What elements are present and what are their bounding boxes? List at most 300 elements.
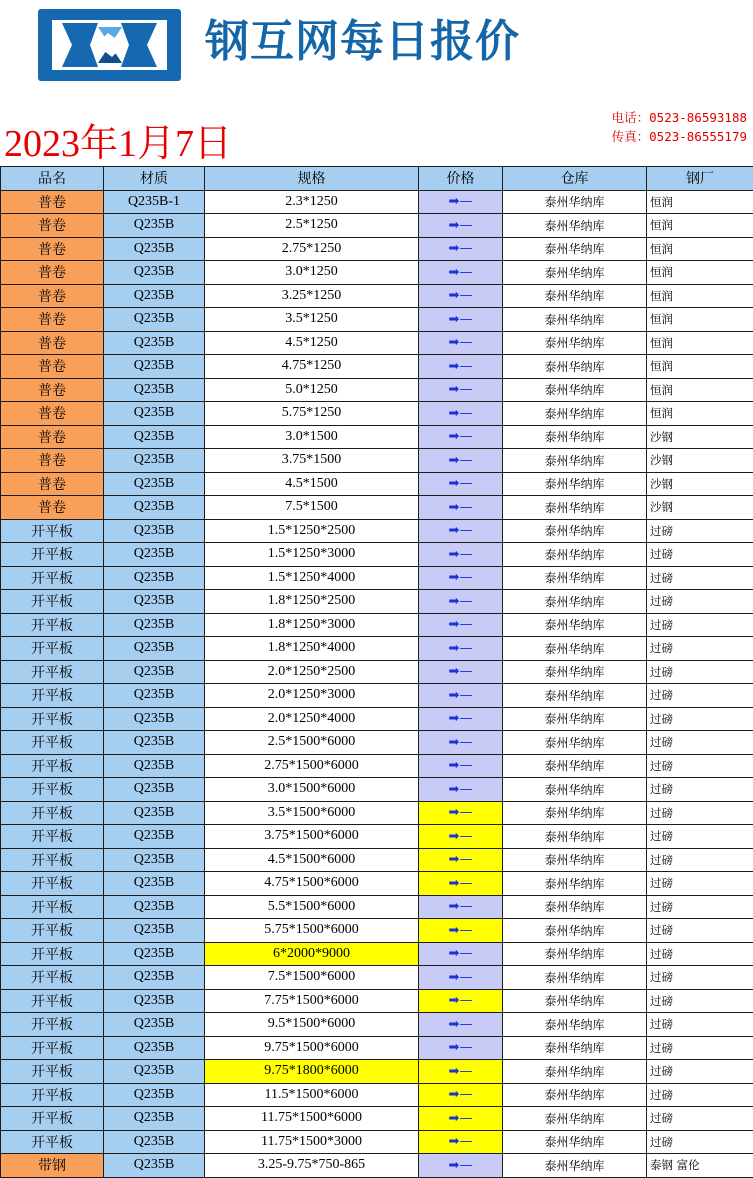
cell-spec: 9.75*1500*6000 [205, 1036, 419, 1060]
cell-price: ➡— [419, 472, 503, 496]
cell-name: 普卷 [1, 308, 104, 332]
cell-mill: 过磅 [647, 590, 753, 614]
cell-price: ➡— [419, 754, 503, 778]
cell-material: Q235B [104, 449, 205, 473]
table-row [1, 919, 753, 943]
cell-spec: 4.5*1500 [205, 472, 419, 496]
cell-mill: 过磅 [647, 825, 753, 849]
cell-price: ➡— [419, 519, 503, 543]
cell-warehouse: 泰州华纳库 [503, 1036, 647, 1060]
cell-warehouse: 泰州华纳库 [503, 825, 647, 849]
cell-mill: 恒润 [647, 261, 753, 285]
cell-spec: 7.5*1500*6000 [205, 966, 419, 990]
cell-spec: 3.25*1250 [205, 284, 419, 308]
table-row [1, 214, 753, 238]
cell-material: Q235B [104, 1107, 205, 1131]
cell-mill: 恒润 [647, 190, 753, 214]
cell-material: Q235B [104, 872, 205, 896]
cell-price: ➡— [419, 848, 503, 872]
table-row [1, 660, 753, 684]
cell-warehouse: 泰州华纳库 [503, 355, 647, 379]
cell-mill: 恒润 [647, 355, 753, 379]
cell-warehouse: 泰州华纳库 [503, 566, 647, 590]
cell-material: Q235B [104, 496, 205, 520]
cell-spec: 7.5*1500 [205, 496, 419, 520]
cell-mill: 恒润 [647, 214, 753, 238]
report-date: 2023年1月7日 [4, 123, 233, 165]
cell-mill: 恒润 [647, 284, 753, 308]
cell-name: 开平板 [1, 1013, 104, 1037]
price-table [0, 166, 753, 1178]
cell-price: ➡— [419, 449, 503, 473]
cell-spec: 3.5*1250 [205, 308, 419, 332]
cell-price: ➡— [419, 989, 503, 1013]
table-row [1, 1036, 753, 1060]
cell-warehouse: 泰州华纳库 [503, 1154, 647, 1178]
cell-mill: 过磅 [647, 895, 753, 919]
table-body [1, 190, 753, 1177]
cell-warehouse: 泰州华纳库 [503, 613, 647, 637]
table-row [1, 308, 753, 332]
cell-material: Q235B [104, 1154, 205, 1178]
cell-price: ➡— [419, 308, 503, 332]
cell-warehouse: 泰州华纳库 [503, 637, 647, 661]
table-row [1, 731, 753, 755]
table-row [1, 261, 753, 285]
table-row [1, 425, 753, 449]
cell-name: 开平板 [1, 848, 104, 872]
cell-material: Q235B [104, 378, 205, 402]
cell-material: Q235B [104, 778, 205, 802]
cell-warehouse: 泰州华纳库 [503, 237, 647, 261]
cell-name: 开平板 [1, 613, 104, 637]
cell-material: Q235B [104, 684, 205, 708]
cell-warehouse: 泰州华纳库 [503, 707, 647, 731]
cell-warehouse: 泰州华纳库 [503, 1107, 647, 1131]
cell-spec: 3.25-9.75*750-865 [205, 1154, 419, 1178]
cell-material: Q235B [104, 613, 205, 637]
table-row [1, 989, 753, 1013]
cell-warehouse: 泰州华纳库 [503, 543, 647, 567]
cell-mill: 沙钢 [647, 449, 753, 473]
cell-name: 开平板 [1, 942, 104, 966]
cell-warehouse: 泰州华纳库 [503, 684, 647, 708]
cell-name: 普卷 [1, 425, 104, 449]
cell-warehouse: 泰州华纳库 [503, 1060, 647, 1084]
cell-name: 普卷 [1, 472, 104, 496]
cell-spec: 6*2000*9000 [205, 942, 419, 966]
cell-price: ➡— [419, 1083, 503, 1107]
cell-price: ➡— [419, 1107, 503, 1131]
table-row [1, 848, 753, 872]
cell-warehouse: 泰州华纳库 [503, 942, 647, 966]
cell-spec: 5.5*1500*6000 [205, 895, 419, 919]
cell-material: Q235B [104, 261, 205, 285]
cell-material: Q235B [104, 425, 205, 449]
cell-warehouse: 泰州华纳库 [503, 261, 647, 285]
cell-spec: 5.75*1500*6000 [205, 919, 419, 943]
cell-spec: 4.5*1250 [205, 331, 419, 355]
cell-name: 开平板 [1, 637, 104, 661]
cell-mill: 过磅 [647, 942, 753, 966]
table-row [1, 472, 753, 496]
cell-price: ➡— [419, 778, 503, 802]
cell-material: Q235B [104, 331, 205, 355]
cell-name: 普卷 [1, 284, 104, 308]
cell-name: 普卷 [1, 261, 104, 285]
cell-warehouse: 泰州华纳库 [503, 402, 647, 426]
cell-spec: 1.5*1250*3000 [205, 543, 419, 567]
cell-price: ➡— [419, 543, 503, 567]
cell-spec: 3.0*1500*6000 [205, 778, 419, 802]
cell-price: ➡— [419, 966, 503, 990]
cell-material: Q235B [104, 825, 205, 849]
cell-material: Q235B [104, 801, 205, 825]
cell-mill: 过磅 [647, 637, 753, 661]
cell-material: Q235B [104, 566, 205, 590]
cell-price: ➡— [419, 1036, 503, 1060]
cell-price: ➡— [419, 801, 503, 825]
cell-mill: 过磅 [647, 1060, 753, 1084]
cell-mill: 过磅 [647, 684, 753, 708]
cell-material: Q235B [104, 308, 205, 332]
cell-spec: 1.5*1250*2500 [205, 519, 419, 543]
logo-icon [38, 9, 181, 81]
cell-spec: 7.75*1500*6000 [205, 989, 419, 1013]
cell-spec: 5.75*1250 [205, 402, 419, 426]
cell-name: 普卷 [1, 496, 104, 520]
cell-price: ➡— [419, 637, 503, 661]
cell-warehouse: 泰州华纳库 [503, 754, 647, 778]
table-row [1, 1154, 753, 1178]
cell-warehouse: 泰州华纳库 [503, 284, 647, 308]
table-row [1, 519, 753, 543]
cell-name: 带钢 [1, 1154, 104, 1178]
cell-material: Q235B [104, 637, 205, 661]
cell-mill: 恒润 [647, 378, 753, 402]
cell-mill: 过磅 [647, 848, 753, 872]
cell-spec: 2.75*1500*6000 [205, 754, 419, 778]
table-row [1, 331, 753, 355]
cell-material: Q235B [104, 284, 205, 308]
cell-material: Q235B [104, 472, 205, 496]
cell-spec: 2.0*1250*4000 [205, 707, 419, 731]
cell-mill: 过磅 [647, 566, 753, 590]
cell-spec: 2.5*1500*6000 [205, 731, 419, 755]
cell-material: Q235B [104, 966, 205, 990]
cell-material: Q235B [104, 731, 205, 755]
cell-name: 开平板 [1, 684, 104, 708]
cell-spec: 3.5*1500*6000 [205, 801, 419, 825]
cell-spec: 4.5*1500*6000 [205, 848, 419, 872]
cell-material: Q235B [104, 590, 205, 614]
cell-name: 开平板 [1, 1107, 104, 1131]
table-row [1, 1083, 753, 1107]
cell-spec: 1.5*1250*4000 [205, 566, 419, 590]
table-row [1, 1060, 753, 1084]
column-header-mill: 钢厂 [647, 167, 753, 191]
table-row [1, 637, 753, 661]
cell-spec: 11.75*1500*3000 [205, 1130, 419, 1154]
cell-name: 开平板 [1, 1060, 104, 1084]
column-header-material: 材质 [104, 167, 205, 191]
cell-mill: 恒润 [647, 331, 753, 355]
table-row [1, 1107, 753, 1131]
cell-material: Q235B [104, 355, 205, 379]
cell-price: ➡— [419, 331, 503, 355]
page-title: 钢互网每日报价 [205, 16, 520, 67]
table-row [1, 402, 753, 426]
cell-price: ➡— [419, 919, 503, 943]
cell-material: Q235B [104, 989, 205, 1013]
cell-warehouse: 泰州华纳库 [503, 496, 647, 520]
cell-warehouse: 泰州华纳库 [503, 308, 647, 332]
cell-name: 开平板 [1, 754, 104, 778]
cell-spec: 3.75*1500*6000 [205, 825, 419, 849]
cell-spec: 3.75*1500 [205, 449, 419, 473]
cell-mill: 过磅 [647, 872, 753, 896]
cell-warehouse: 泰州华纳库 [503, 214, 647, 238]
table-row [1, 895, 753, 919]
cell-warehouse: 泰州华纳库 [503, 872, 647, 896]
cell-name: 普卷 [1, 331, 104, 355]
cell-mill: 过磅 [647, 966, 753, 990]
contact-info [612, 108, 747, 146]
cell-name: 开平板 [1, 825, 104, 849]
cell-material: Q235B [104, 1036, 205, 1060]
cell-mill: 过磅 [647, 1107, 753, 1131]
cell-price: ➡— [419, 707, 503, 731]
cell-mill: 过磅 [647, 1013, 753, 1037]
cell-price: ➡— [419, 590, 503, 614]
table-row [1, 355, 753, 379]
cell-material: Q235B [104, 1083, 205, 1107]
column-header-price: 价格 [419, 167, 503, 191]
cell-spec: 1.8*1250*4000 [205, 637, 419, 661]
cell-warehouse: 泰州华纳库 [503, 331, 647, 355]
table-row [1, 613, 753, 637]
cell-spec: 2.3*1250 [205, 190, 419, 214]
cell-warehouse: 泰州华纳库 [503, 190, 647, 214]
cell-material: Q235B [104, 707, 205, 731]
column-header-name: 品名 [1, 167, 104, 191]
cell-name: 开平板 [1, 731, 104, 755]
cell-warehouse: 泰州华纳库 [503, 731, 647, 755]
cell-name: 开平板 [1, 895, 104, 919]
cell-warehouse: 泰州华纳库 [503, 895, 647, 919]
cell-warehouse: 泰州华纳库 [503, 660, 647, 684]
cell-price: ➡— [419, 684, 503, 708]
cell-price: ➡— [419, 425, 503, 449]
cell-spec: 5.0*1250 [205, 378, 419, 402]
cell-material: Q235B [104, 848, 205, 872]
cell-spec: 9.75*1800*6000 [205, 1060, 419, 1084]
table-row [1, 190, 753, 214]
cell-mill: 恒润 [647, 402, 753, 426]
cell-price: ➡— [419, 1154, 503, 1178]
cell-mill: 过磅 [647, 1083, 753, 1107]
cell-name: 普卷 [1, 402, 104, 426]
cell-spec: 1.8*1250*2500 [205, 590, 419, 614]
cell-name: 开平板 [1, 872, 104, 896]
cell-name: 普卷 [1, 237, 104, 261]
cell-mill: 过磅 [647, 778, 753, 802]
table-row [1, 543, 753, 567]
cell-warehouse: 泰州华纳库 [503, 1013, 647, 1037]
cell-material: Q235B-1 [104, 190, 205, 214]
cell-spec: 4.75*1250 [205, 355, 419, 379]
cell-material: Q235B [104, 754, 205, 778]
table-row [1, 237, 753, 261]
cell-spec: 2.75*1250 [205, 237, 419, 261]
table-row [1, 754, 753, 778]
cell-name: 开平板 [1, 566, 104, 590]
table-header-row [1, 167, 753, 191]
cell-price: ➡— [419, 825, 503, 849]
table-row [1, 449, 753, 473]
cell-mill: 过磅 [647, 1036, 753, 1060]
cell-name: 开平板 [1, 919, 104, 943]
cell-price: ➡— [419, 942, 503, 966]
cell-mill: 沙钢 [647, 496, 753, 520]
cell-warehouse: 泰州华纳库 [503, 519, 647, 543]
cell-material: Q235B [104, 543, 205, 567]
cell-material: Q235B [104, 1060, 205, 1084]
cell-name: 普卷 [1, 355, 104, 379]
cell-material: Q235B [104, 519, 205, 543]
cell-mill: 过磅 [647, 731, 753, 755]
table-row [1, 284, 753, 308]
table-row [1, 778, 753, 802]
cell-name: 开平板 [1, 966, 104, 990]
cell-warehouse: 泰州华纳库 [503, 449, 647, 473]
cell-spec: 11.5*1500*6000 [205, 1083, 419, 1107]
cell-name: 普卷 [1, 449, 104, 473]
cell-material: Q235B [104, 1130, 205, 1154]
cell-warehouse: 泰州华纳库 [503, 966, 647, 990]
cell-name: 开平板 [1, 778, 104, 802]
cell-name: 普卷 [1, 214, 104, 238]
cell-warehouse: 泰州华纳库 [503, 848, 647, 872]
cell-price: ➡— [419, 237, 503, 261]
cell-warehouse: 泰州华纳库 [503, 1130, 647, 1154]
cell-mill: 过磅 [647, 919, 753, 943]
cell-mill: 过磅 [647, 660, 753, 684]
cell-spec: 2.5*1250 [205, 214, 419, 238]
cell-mill: 恒润 [647, 237, 753, 261]
column-header-warehouse: 仓库 [503, 167, 647, 191]
cell-spec: 3.0*1250 [205, 261, 419, 285]
cell-name: 开平板 [1, 1036, 104, 1060]
table-row [1, 1130, 753, 1154]
column-header-spec: 规格 [205, 167, 419, 191]
cell-mill: 过磅 [647, 801, 753, 825]
cell-price: ➡— [419, 1130, 503, 1154]
table-row [1, 966, 753, 990]
cell-name: 开平板 [1, 590, 104, 614]
cell-material: Q235B [104, 1013, 205, 1037]
cell-material: Q235B [104, 942, 205, 966]
cell-material: Q235B [104, 660, 205, 684]
cell-spec: 2.0*1250*3000 [205, 684, 419, 708]
table-row [1, 872, 753, 896]
cell-warehouse: 泰州华纳库 [503, 472, 647, 496]
cell-name: 开平板 [1, 660, 104, 684]
cell-name: 开平板 [1, 1083, 104, 1107]
table-row [1, 566, 753, 590]
cell-spec: 9.5*1500*6000 [205, 1013, 419, 1037]
table-row [1, 590, 753, 614]
cell-price: ➡— [419, 190, 503, 214]
cell-mill: 恒润 [647, 308, 753, 332]
cell-price: ➡— [419, 1013, 503, 1037]
cell-price: ➡— [419, 731, 503, 755]
cell-price: ➡— [419, 378, 503, 402]
table-row [1, 684, 753, 708]
table-row [1, 801, 753, 825]
cell-material: Q235B [104, 214, 205, 238]
cell-name: 开平板 [1, 543, 104, 567]
cell-price: ➡— [419, 660, 503, 684]
report-header [0, 0, 753, 166]
cell-price: ➡— [419, 402, 503, 426]
cell-mill: 沙钢 [647, 425, 753, 449]
cell-name: 开平板 [1, 519, 104, 543]
table-row [1, 942, 753, 966]
cell-mill: 过磅 [647, 613, 753, 637]
cell-name: 普卷 [1, 190, 104, 214]
table-row [1, 378, 753, 402]
cell-name: 开平板 [1, 707, 104, 731]
cell-warehouse: 泰州华纳库 [503, 378, 647, 402]
cell-spec: 11.75*1500*6000 [205, 1107, 419, 1131]
cell-price: ➡— [419, 1060, 503, 1084]
cell-mill: 过磅 [647, 1130, 753, 1154]
cell-price: ➡— [419, 496, 503, 520]
cell-warehouse: 泰州华纳库 [503, 919, 647, 943]
cell-spec: 1.8*1250*3000 [205, 613, 419, 637]
cell-warehouse: 泰州华纳库 [503, 778, 647, 802]
cell-name: 开平板 [1, 989, 104, 1013]
cell-price: ➡— [419, 284, 503, 308]
cell-material: Q235B [104, 895, 205, 919]
cell-price: ➡— [419, 613, 503, 637]
phone-text: 电话：0523-86593188 [611, 110, 747, 125]
cell-material: Q235B [104, 919, 205, 943]
cell-warehouse: 泰州华纳库 [503, 590, 647, 614]
cell-mill: 沙钢 [647, 472, 753, 496]
cell-mill: 过磅 [647, 989, 753, 1013]
cell-name: 开平板 [1, 1130, 104, 1154]
cell-mill: 过磅 [647, 519, 753, 543]
cell-mill: 过磅 [647, 707, 753, 731]
cell-price: ➡— [419, 261, 503, 285]
fax-text: 传真：0523-86555179 [611, 129, 747, 144]
cell-spec: 2.0*1250*2500 [205, 660, 419, 684]
cell-warehouse: 泰州华纳库 [503, 989, 647, 1013]
table-row [1, 707, 753, 731]
table-row [1, 1013, 753, 1037]
cell-material: Q235B [104, 237, 205, 261]
table-row [1, 496, 753, 520]
cell-mill: 过磅 [647, 543, 753, 567]
cell-price: ➡— [419, 355, 503, 379]
cell-mill: 泰钢 富伦 [647, 1154, 753, 1178]
cell-material: Q235B [104, 402, 205, 426]
cell-price: ➡— [419, 895, 503, 919]
cell-price: ➡— [419, 872, 503, 896]
cell-spec: 4.75*1500*6000 [205, 872, 419, 896]
